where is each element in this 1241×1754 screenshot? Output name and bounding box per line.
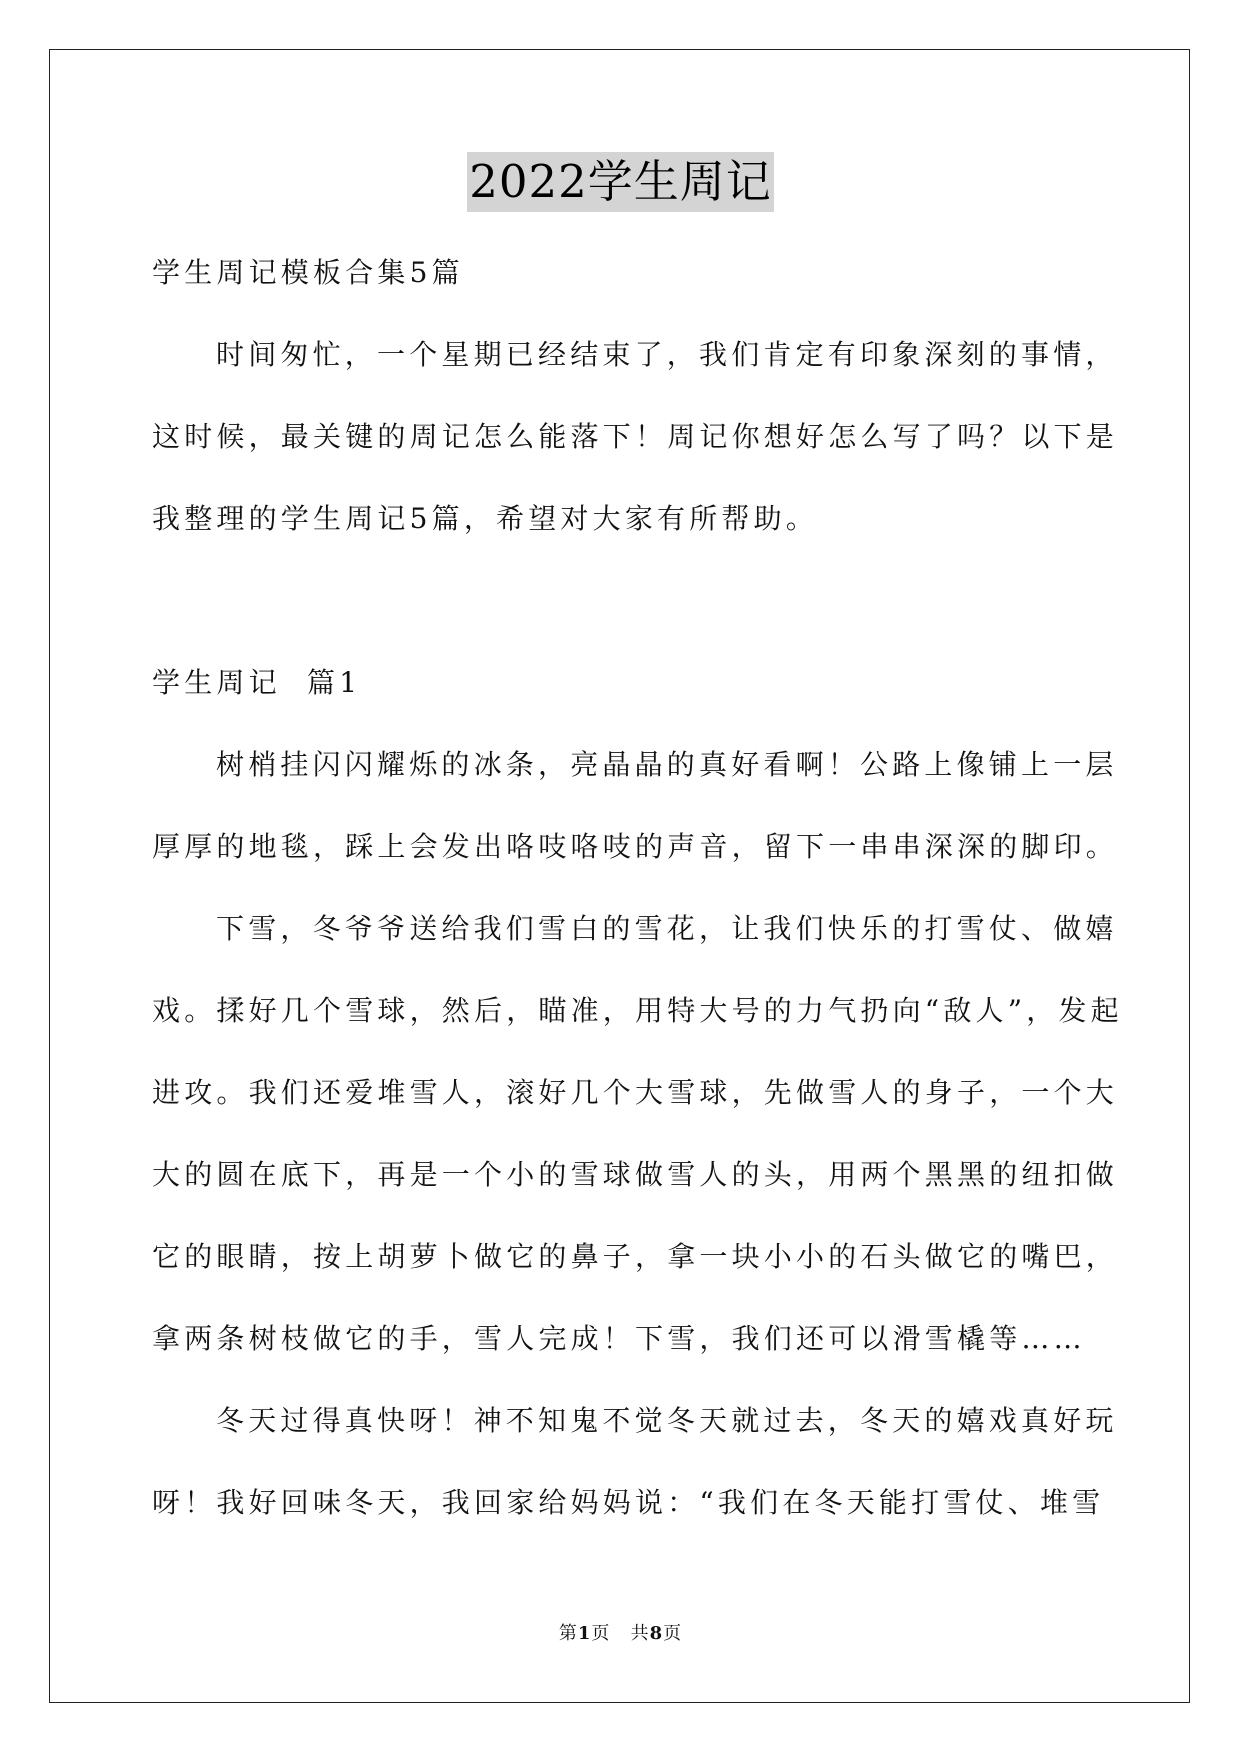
body-line: 大的圆在底下，再是一个小的雪球做雪人的头，用两个黑黑的纽扣做 bbox=[152, 1158, 1119, 1191]
footer-prefix: 第 bbox=[558, 1623, 578, 1644]
footer-current-page: 1 bbox=[577, 1623, 592, 1644]
body-line: 它的眼睛，按上胡萝卜做它的鼻子，拿一块小小的石头做它的嘴巴， bbox=[152, 1240, 1119, 1273]
body-line: 戏。揉好几个雪球，然后，瞄准，用特大号的力气扔向“敌人”，发起 bbox=[152, 994, 1123, 1027]
footer-suffix: 页 bbox=[663, 1623, 683, 1644]
body-line: 冬天过得真快呀！神不知鬼不觉冬天就过去，冬天的嬉戏真好玩 bbox=[216, 1404, 1118, 1437]
intro-line: 我整理的学生周记5篇，希望对大家有所帮助。 bbox=[152, 502, 819, 535]
body-line: 树梢挂闪闪耀烁的冰条，亮晶晶的真好看啊！公路上像铺上一层 bbox=[216, 748, 1118, 781]
body-line: 下雪，冬爷爷送给我们雪白的雪花，让我们快乐的打雪仗、做嬉 bbox=[216, 912, 1118, 945]
body-line: 呀！我好回味冬天，我回家给妈妈说：“我们在冬天能打雪仗、堆雪 bbox=[152, 1486, 1105, 1519]
page-footer bbox=[0, 1619, 1241, 1645]
body-line: 拿两条树枝做它的手，雪人完成！下雪，我们还可以滑雪橇等…… bbox=[152, 1322, 1086, 1355]
footer-total-pages: 8 bbox=[649, 1623, 664, 1644]
section-gap bbox=[152, 560, 1092, 642]
body-line: 进攻。我们还爱堆雪人，滚好几个大雪球，先做雪人的身子，一个大 bbox=[152, 1076, 1119, 1109]
document-body bbox=[152, 232, 1123, 1544]
section-heading: 学生周记 篇1 bbox=[152, 666, 362, 699]
subtitle: 学生周记模板合集5篇 bbox=[152, 256, 464, 289]
body-line: 厚厚的地毯，踩上会发出咯吱咯吱的声音，留下一串串深深的脚印。 bbox=[152, 830, 1119, 863]
document-title: 2022学生周记 bbox=[467, 152, 774, 212]
title-container bbox=[0, 152, 1241, 212]
intro-line: 时间匆忙，一个星期已经结束了，我们肯定有印象深刻的事情， bbox=[216, 338, 1118, 371]
footer-middle: 页 共 bbox=[591, 1623, 650, 1644]
intro-line: 这时候，最关键的周记怎么能落下！周记你想好怎么写了吗？以下是 bbox=[152, 420, 1119, 453]
